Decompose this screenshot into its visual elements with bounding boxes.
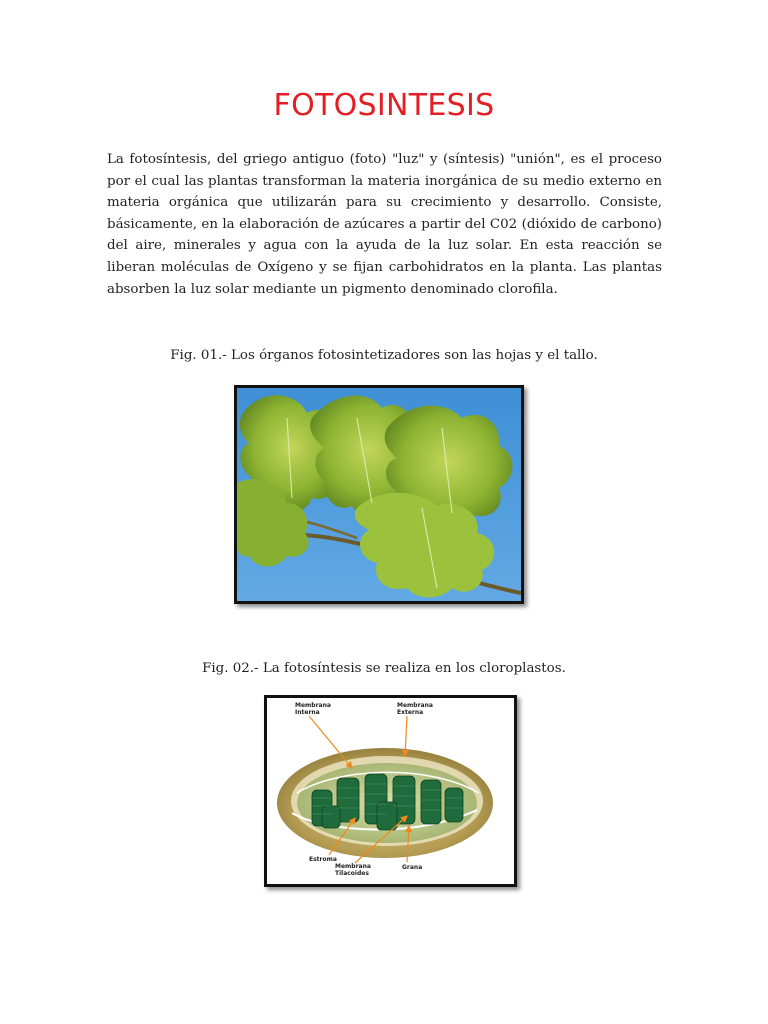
label-membrana-interna-2: Interna	[295, 709, 320, 716]
label-grana: Grana	[402, 864, 423, 871]
label-membrana-tilacoides-2: Tilacoides	[335, 870, 369, 877]
intro-paragraph: La fotosíntesis, del griego antiguo (foto) "luz" y (síntesis) "unión", es el proceso por el cual las plantas transforman la materia inorgánica de su medio externo en materia orgánica que utilizarán para su crecimiento y desarrollo. Consiste, básicamente, en la elaboración de azúcares a partir del C02 (dióxido de carbono) del aire, minerales y agua con la ayuda de la luz solar. En esta reacción se liberan moléculas de Oxígeno y se fijan carbohidratos en la planta. Las plantas absorben la luz solar mediante un pigmento denominado clorofila.	[107, 152, 662, 297]
figure-2-caption: Fig. 02.- La fotosíntesis se realiza en los cloroplastos.	[202, 661, 566, 676]
label-membrana-externa-2: Externa	[397, 709, 424, 716]
oak-leaves-photo	[234, 385, 524, 604]
label-membrana-interna-1: Membrana	[295, 702, 331, 709]
oak-leaves-illustration	[237, 388, 521, 601]
label-membrana-externa-1: Membrana	[397, 702, 433, 709]
page-title: FOTOSINTESIS	[273, 88, 495, 123]
label-estroma: Estroma	[309, 856, 337, 863]
figure-1-caption: Fig. 01.- Los órganos fotosintetizadores son las hojas y el tallo.	[170, 348, 598, 363]
chloroplast-illustration	[267, 698, 514, 884]
chloroplast-diagram	[264, 695, 517, 887]
label-membrana-tilacoides-1: Membrana	[335, 863, 371, 870]
